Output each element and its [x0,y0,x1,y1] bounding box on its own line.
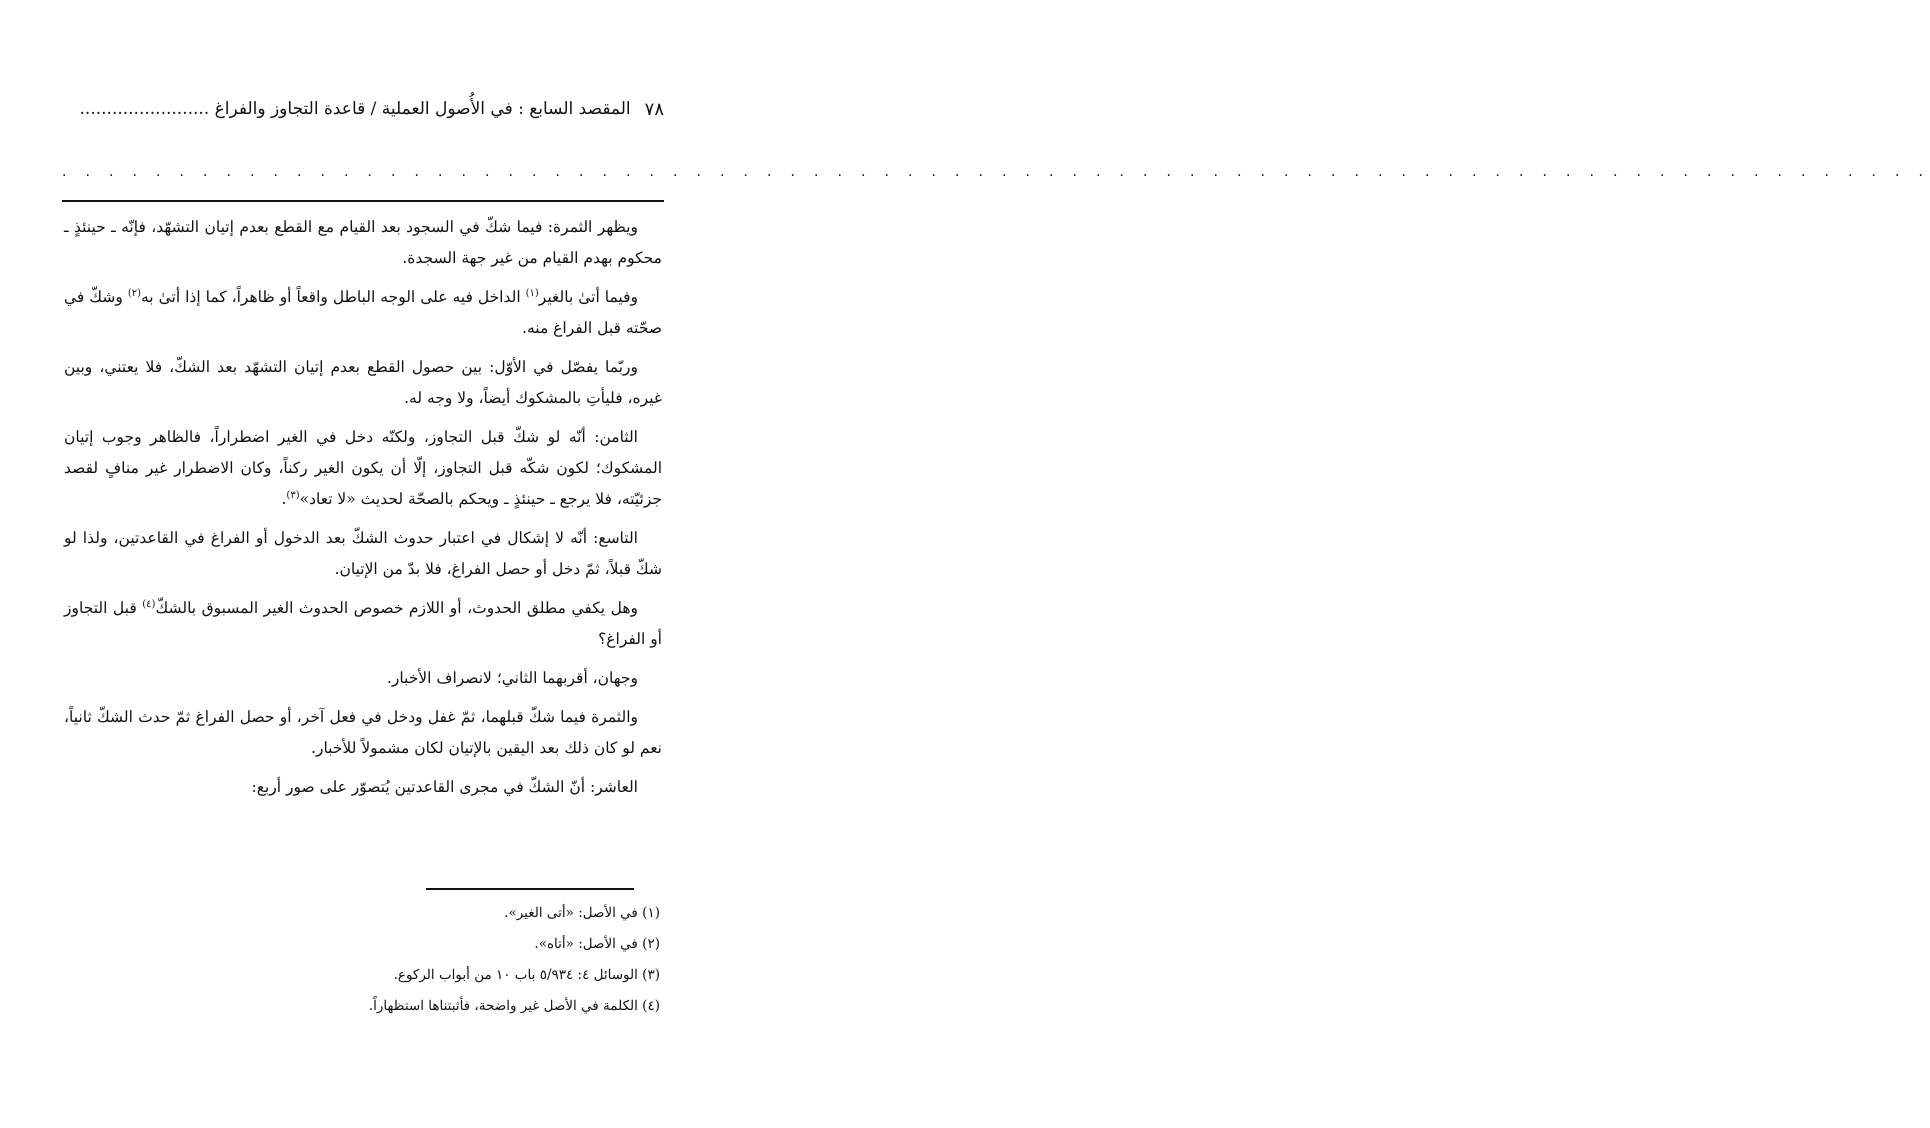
page-number: ٧٨ [644,98,664,120]
footnote-rule [426,888,634,890]
paragraph: والثمرة فيما شكّ قبلهما، ثمّ غفل ودخل في فعل آخر، أو حصل الفراغ ثمّ حدث الشكّ ثانياً، نعم لو كان ذلك بعد اليقين بالإتيان لكان مشمولاً للأخبار. [64,708,662,757]
footnote: (٣) الوسائل ٤: ٥/٩٣٤ باب ١٠ من أبواب الركوع. [393,967,660,983]
paragraph: ويظهر الثمرة: فيما شكّ في السجود بعد القيام مع القطع بعدم إتيان التشهّد، فإنّه ـ حينئذٍ ـ محكوم بهدم القيام من غير جهة السجدة. [64,218,662,267]
paragraph-text: وفيما أتىٰ بالغير [538,288,638,306]
paragraph-text: قبل التجاوز أو الفراغ؟ [64,599,662,648]
footnotes [150,898,660,1022]
paragraph [64,422,662,515]
paragraph: وجهان، أقربهما الثاني؛ لانصراف الأخبار. [386,669,638,687]
header-rule [62,200,664,202]
footnote-ref[interactable]: (١) [525,287,539,299]
footnote-ref[interactable]: (٤) [142,598,156,610]
paragraph-text: الثامن: أنّه لو شكّ قبل التجاوز، ولكنّه دخل في الغير اضطراراً، فالظاهر وجوب إتيان المشكوك؛ لكون شكّه قبل التجاوز، إلّا أن يكون الغير ركناً، وكان الاضطرار غير منافٍ لقصد جزئيّته، فلا يرجع ـ حينئذٍ ـ ويحكم بالصحّة لحديث «لا تعاد» [64,428,662,508]
paragraph-text: الداخل فيه على الوجه الباطل واقعاً أو ظاهراً، كما إذا أتىٰ به [141,288,526,306]
main-text [64,212,662,811]
footnote: (٢) في الأصل: «أتاه». [534,936,660,952]
dotted-separator: . . . . . . . . . . . . . . . . . . . . . . . . . . . . . . . . . . . . . . . . . . . . . . . . . . . . . . . . . . . . . . . . . . . . . . . . . . . . . . . . [62,164,1930,180]
footnote: (١) في الأصل: «أتى الغير». [504,905,660,921]
paragraph-text: وشكّ في صحّته قبل الفراغ منه. [64,288,662,337]
paragraph: التاسع: أنّه لا إشكال في اعتبار حدوث الشكّ بعد الدخول أو الفراغ في القاعدتين، ولذا لو شكّ قبلاً، ثمّ دخل أو حصل الفراغ، فلا بدّ من الإتيان. [64,529,662,578]
page-header [62,92,664,126]
footnote-ref[interactable]: (٢) [127,287,141,299]
footnote-ref[interactable]: (٣) [286,489,300,501]
paragraph: وربّما يفصّل في الأوّل: بين حصول القطع بعدم إتيان التشهّد بعد الشكّ، فلا يعتني، وبين غيره، فليأتِ بالمشكوك أيضاً، ولا وجه له. [64,358,662,407]
paragraph-text: . [281,490,287,508]
paragraph: العاشر: أنّ الشكّ في مجرى القاعدتين يُتصوّر على صور أربع: [251,778,638,796]
paragraph-text: وهل يكفي مطلق الحدوث، أو اللازم خصوص الحدوث الغير المسبوق بالشكّ [155,599,638,617]
paragraph [64,593,662,655]
running-title: المقصد السابع : في الأُصول العملية / قاعدة التجاوز والفراغ ........................ [79,99,631,119]
paragraph [64,282,662,344]
footnote: (٤) الكلمة في الأصل غير واضحة، فأثبتناها استظهاراً. [368,998,660,1014]
